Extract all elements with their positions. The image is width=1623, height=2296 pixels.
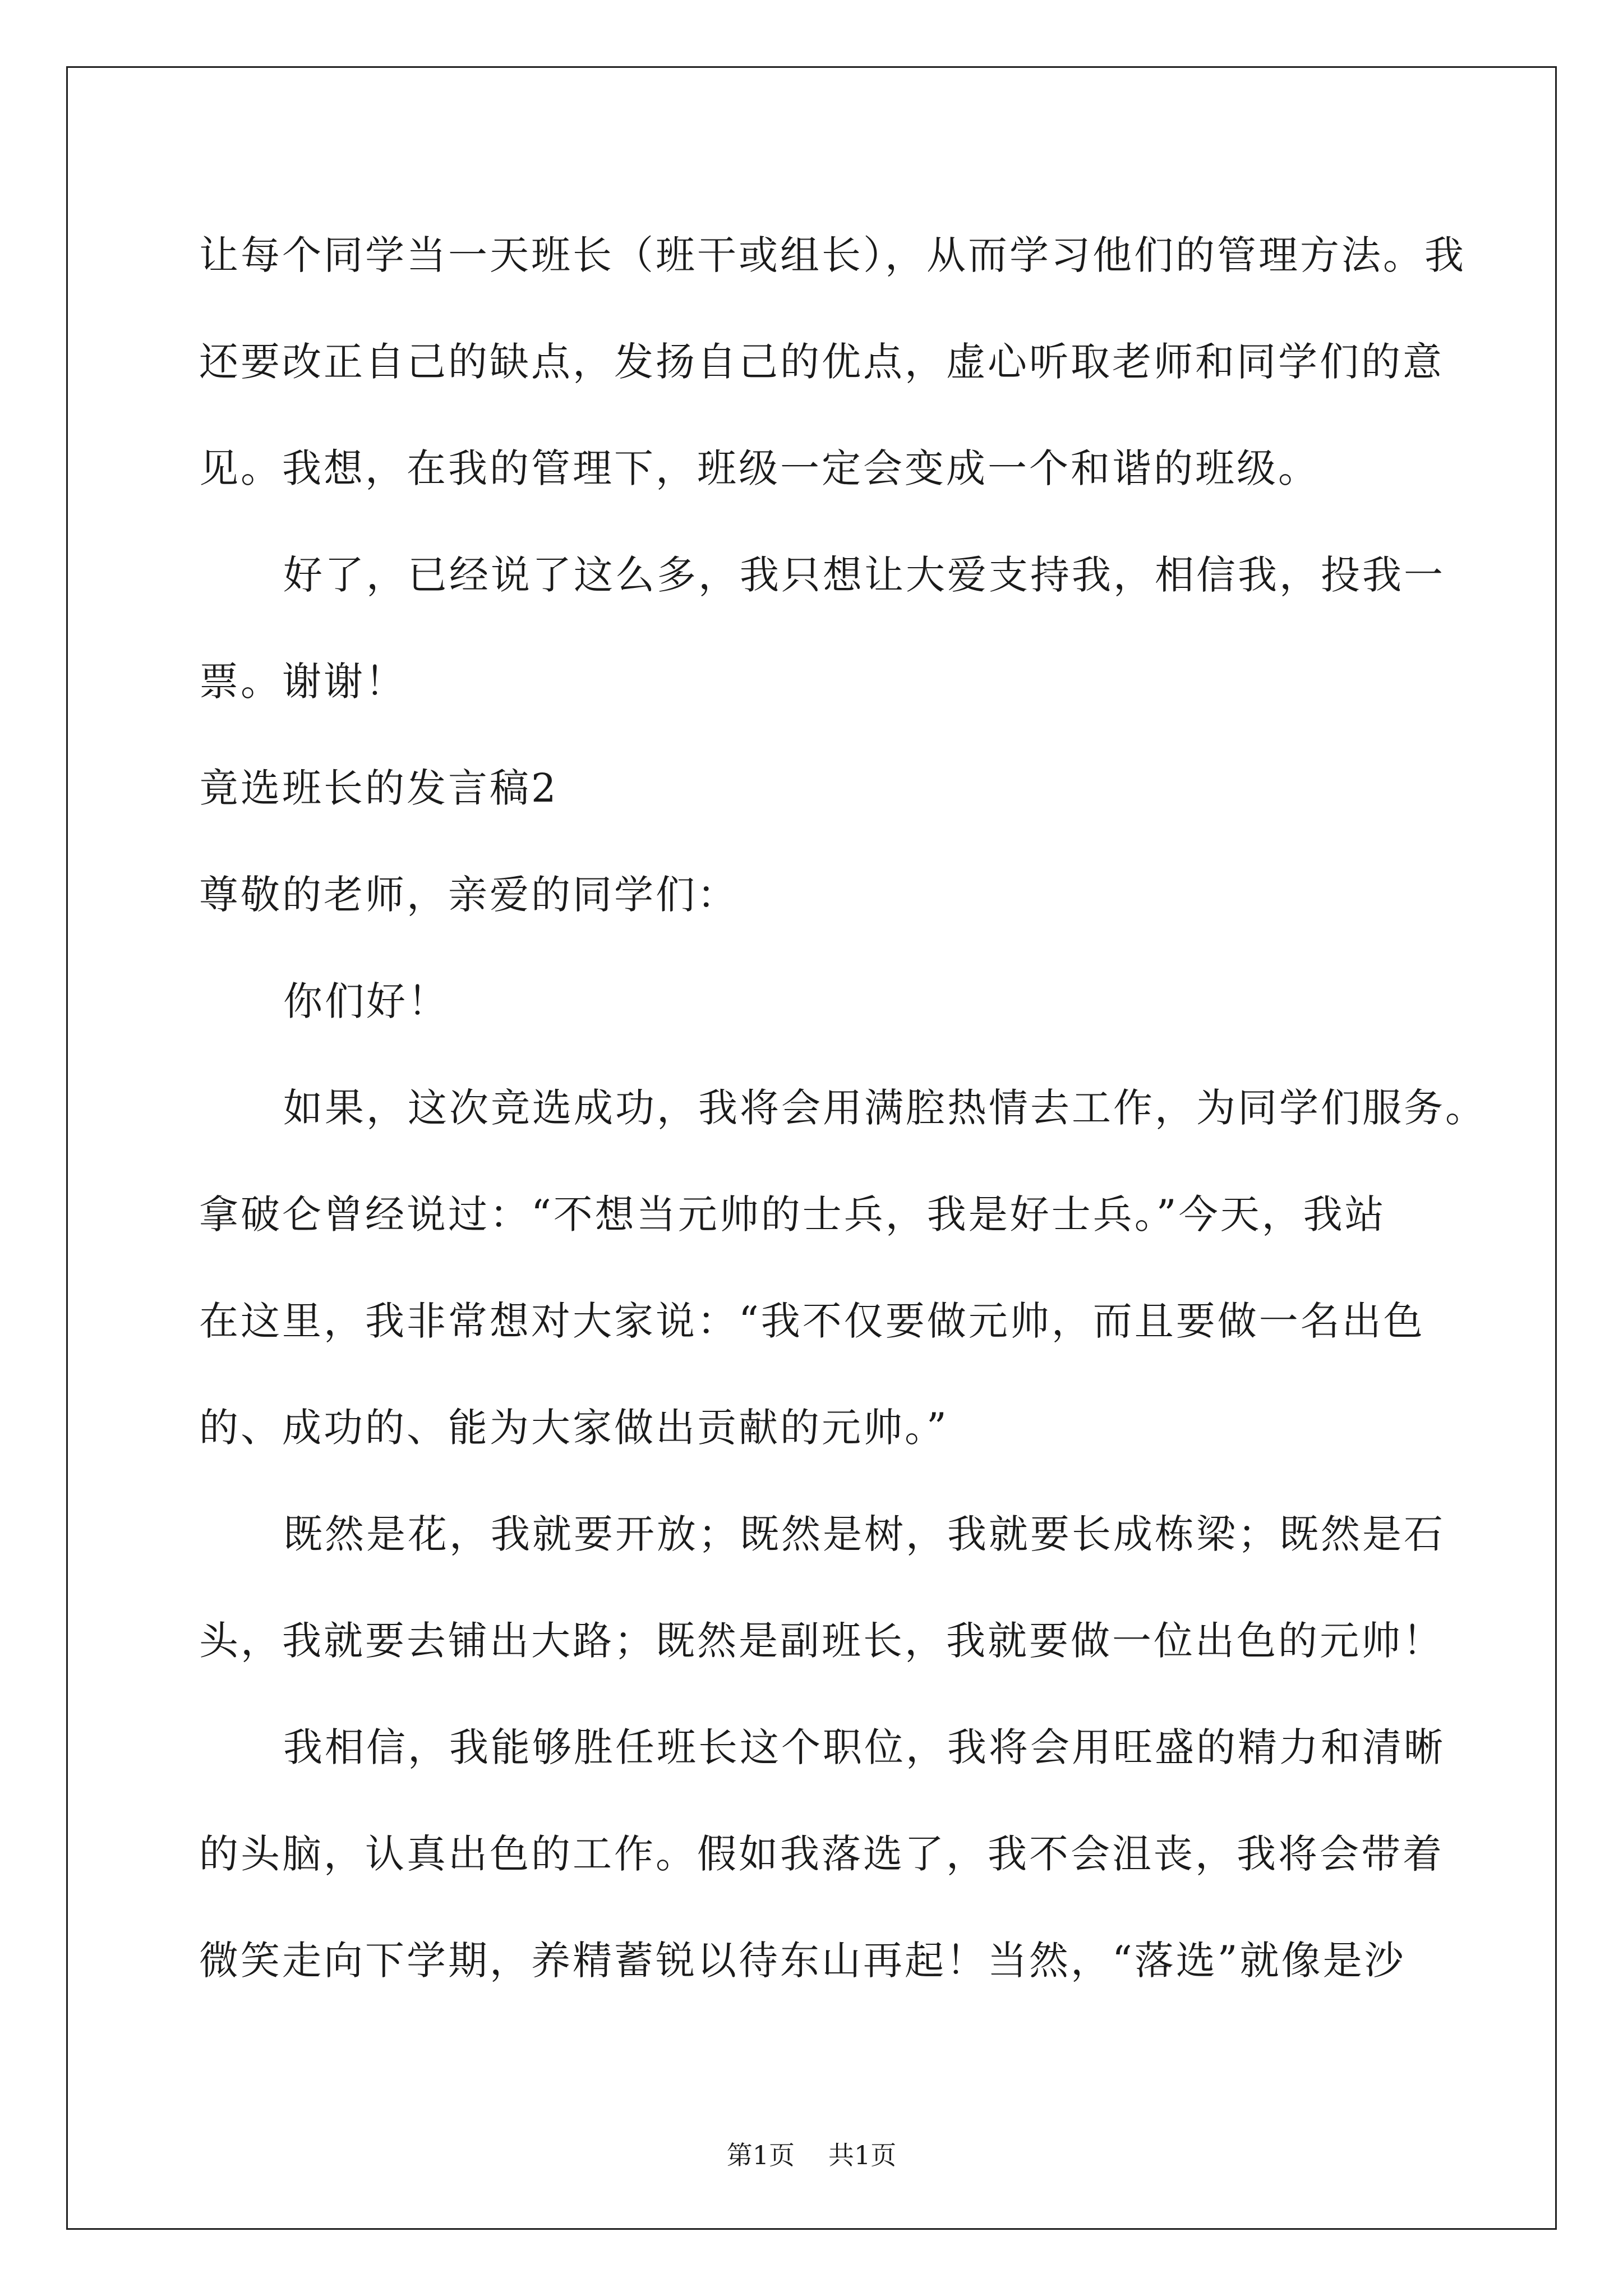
page-total: 共1页 xyxy=(828,2140,897,2170)
text-line: 让每个同学当一天班长（班干或组长），从而学习他们的管理方法。我 xyxy=(199,232,1466,278)
text-line: 在这里，我非常想对大家说：“我不仅要做元帅，而且要做一名出色 xyxy=(199,1298,1425,1344)
text-line: 见。我想，在我的管理下，班级一定会变成一个和谐的班级。 xyxy=(199,445,1320,491)
paragraph-start-line: 好了，已经说了这么多，我只想让大爱支持我，相信我，投我一 xyxy=(283,552,1445,598)
greeting: 你们好！ xyxy=(283,978,449,1024)
paragraph-start-line: 我相信，我能够胜任班长这个职位，我将会用旺盛的精力和清晰 xyxy=(283,1724,1445,1770)
text-line: 票。谢谢！ xyxy=(199,659,407,705)
text-line: 的、成功的、能为大家做出贡献的元帅。” xyxy=(199,1405,949,1451)
text-line: 微笑走向下学期，养精蓄锐以待东山再起！当然，“落选”就像是沙 xyxy=(199,1938,1406,1984)
document-body xyxy=(199,202,1487,2014)
text-line: 头，我就要去铺出大路；既然是副班长，我就要做一位出色的元帅！ xyxy=(199,1618,1444,1664)
section-title: 竟选班长的发言稿2 xyxy=(199,765,559,811)
page-number: 第1页 xyxy=(726,2140,795,2170)
text-line: 还要改正自己的缺点，发扬自己的优点，虚心听取老师和同学们的意 xyxy=(199,339,1444,385)
salutation: 尊敬的老师，亲爱的同学们： xyxy=(199,872,739,918)
text-line: 拿破仑曾经说过：“不想当元帅的士兵，我是好士兵。”今天，我站 xyxy=(199,1191,1386,1237)
paragraph-start-line: 如果，这次竞选成功，我将会用满腔热情去工作，为同学们服务。 xyxy=(283,1085,1487,1131)
page-footer xyxy=(0,2138,1623,2172)
paragraph-start-line: 既然是花，我就要开放；既然是树，我就要长成栋梁；既然是石 xyxy=(283,1511,1445,1557)
text-line: 的头脑，认真出色的工作。假如我落选了，我不会沮丧，我将会带着 xyxy=(199,1831,1444,1877)
